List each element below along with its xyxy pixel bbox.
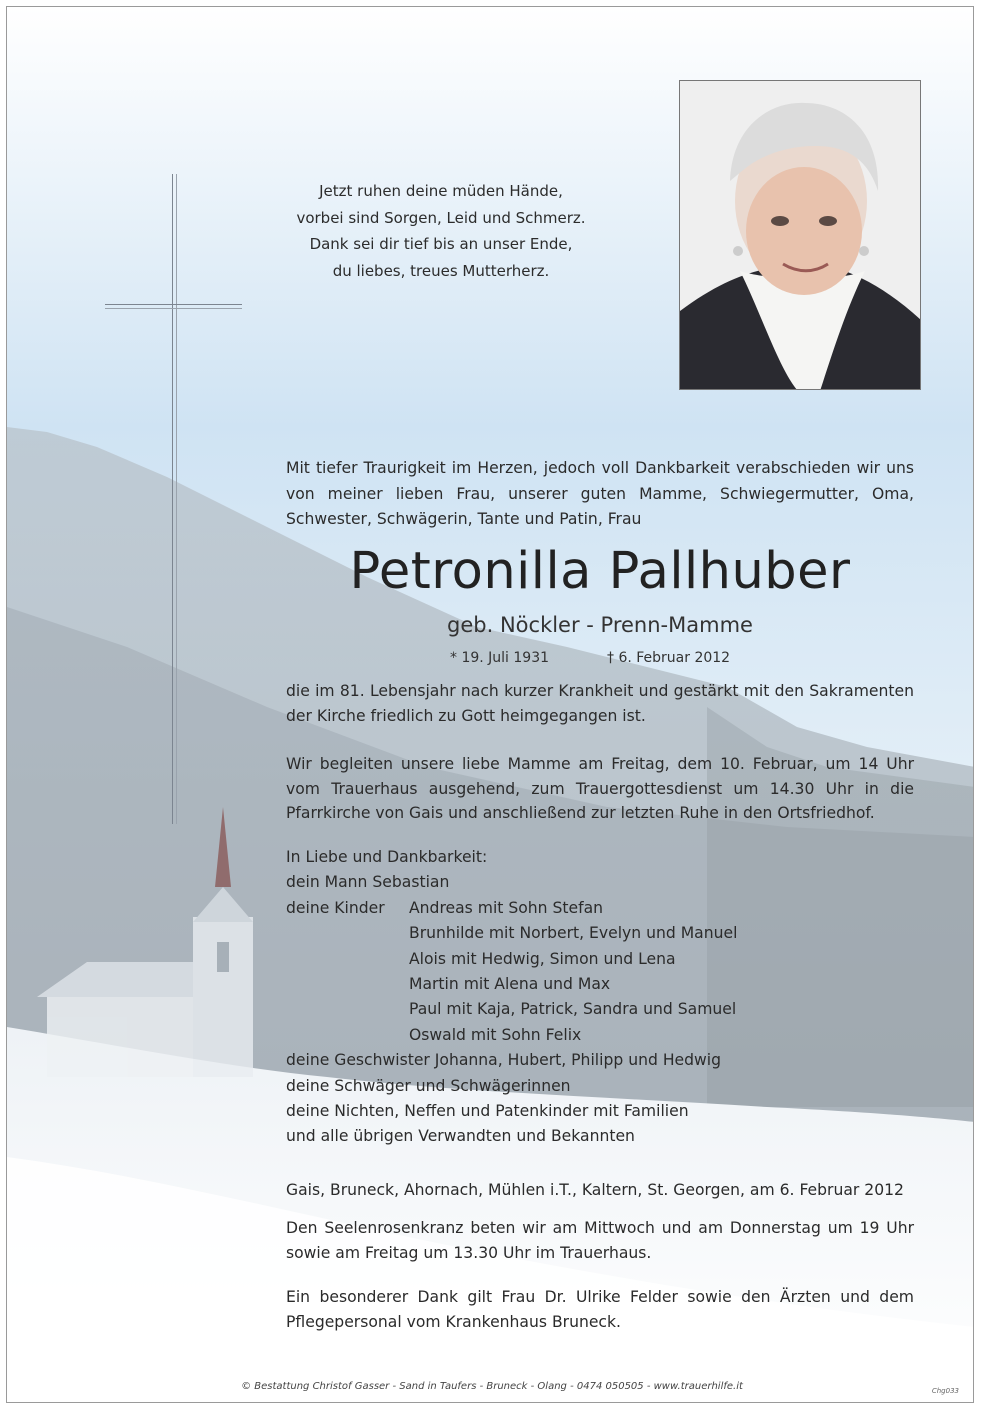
poem (271, 178, 611, 284)
obituary-card (6, 6, 974, 1403)
poem-line: du liebes, treues Mutterherz. (332, 261, 550, 280)
thanks-text: Ein besonderer Dank gilt Frau Dr. Ulrike Felder sowie den Ärzten und dem Pflegepersonal vom Krankenhaus Bruneck. (286, 1288, 914, 1331)
birth-date: * 19. Juli 1931 (450, 650, 550, 666)
rosary-text: Den Seelenrosenkranz beten wir am Mittwoch und am Donnerstag um 19 Uhr sowie am Freitag um 13.30 Uhr im Trauerhaus. (286, 1219, 914, 1262)
family-nieces: deine Nichten, Neffen und Patenkinder mit Familien (286, 1101, 689, 1120)
children-label: deine Kinder (286, 898, 385, 917)
family-list (286, 845, 914, 1150)
family-inlaws: deine Schwäger und Schwägerinnen (286, 1076, 571, 1095)
print-code: Chg033 (931, 1387, 959, 1395)
child-entry: Martin mit Alena und Max (409, 974, 611, 993)
funeral-text: Wir begleiten unsere liebe Mamme am Freitag, dem 10. Februar, um 14 Uhr vom Trauerhaus ausgehend, zum Trauergottesdienst um 14.30 Uhr in die Pfarrkirche von Gais und anschließend zur letzten Ruhe in den Ortsfriedhof. (286, 755, 914, 822)
maiden-name: geb. Nöckler - Prenn-Mamme (447, 613, 753, 637)
place-date: Gais, Bruneck, Ahornach, Mühlen i.T., Kaltern, St. Georgen, am 6. Februar 2012 (286, 1181, 904, 1199)
family-husband: dein Mann Sebastian (286, 873, 450, 892)
poem-line: vorbei sind Sorgen, Leid und Schmerz. (296, 208, 586, 227)
family-children (286, 896, 914, 921)
undertaker-footer: © Bestattung Christof Gasser - Sand in Taufers - Bruneck - Olang - 0474 050505 - www.trauerhilfe.it (241, 1381, 743, 1392)
portrait-photo (679, 80, 921, 390)
child-entry: Paul mit Kaja, Patrick, Sandra und Samuel (409, 1000, 737, 1019)
child-entry: Andreas mit Sohn Stefan (409, 898, 604, 917)
deceased-name: Petronilla Pallhuber (349, 542, 851, 601)
family-siblings: deine Geschwister Johanna, Hubert, Philipp und Hedwig (286, 1051, 722, 1070)
child-entry: Alois mit Hedwig, Simon und Lena (409, 949, 676, 968)
intro-text: Mit tiefer Traurigkeit im Herzen, jedoch voll Dankbarkeit verabschieden wir uns von meiner lieben Frau, unserer guten Mamme, Schwiegermutter, Oma, Schwester, Schwägerin, Tante und Patin, Frau (286, 459, 914, 528)
poem-line: Dank sei dir tief bis an unser Ende, (309, 235, 573, 253)
child-entry: Brunhilde mit Norbert, Evelyn und Manuel (409, 924, 738, 943)
family-heading: In Liebe und Dankbarkeit: (286, 848, 488, 866)
family-others: und alle übrigen Verwandten und Bekannten (286, 1127, 635, 1146)
death-date: † 6. Februar 2012 (607, 650, 731, 666)
child-entry: Oswald mit Sohn Felix (409, 1025, 582, 1044)
poem-line: Jetzt ruhen deine müden Hände, (319, 182, 563, 200)
passing-text: die im 81. Lebensjahr nach kurzer Krankheit und gestärkt mit den Sakramenten der Kirche friedlich zu Gott heimgegangen ist. (286, 682, 914, 725)
